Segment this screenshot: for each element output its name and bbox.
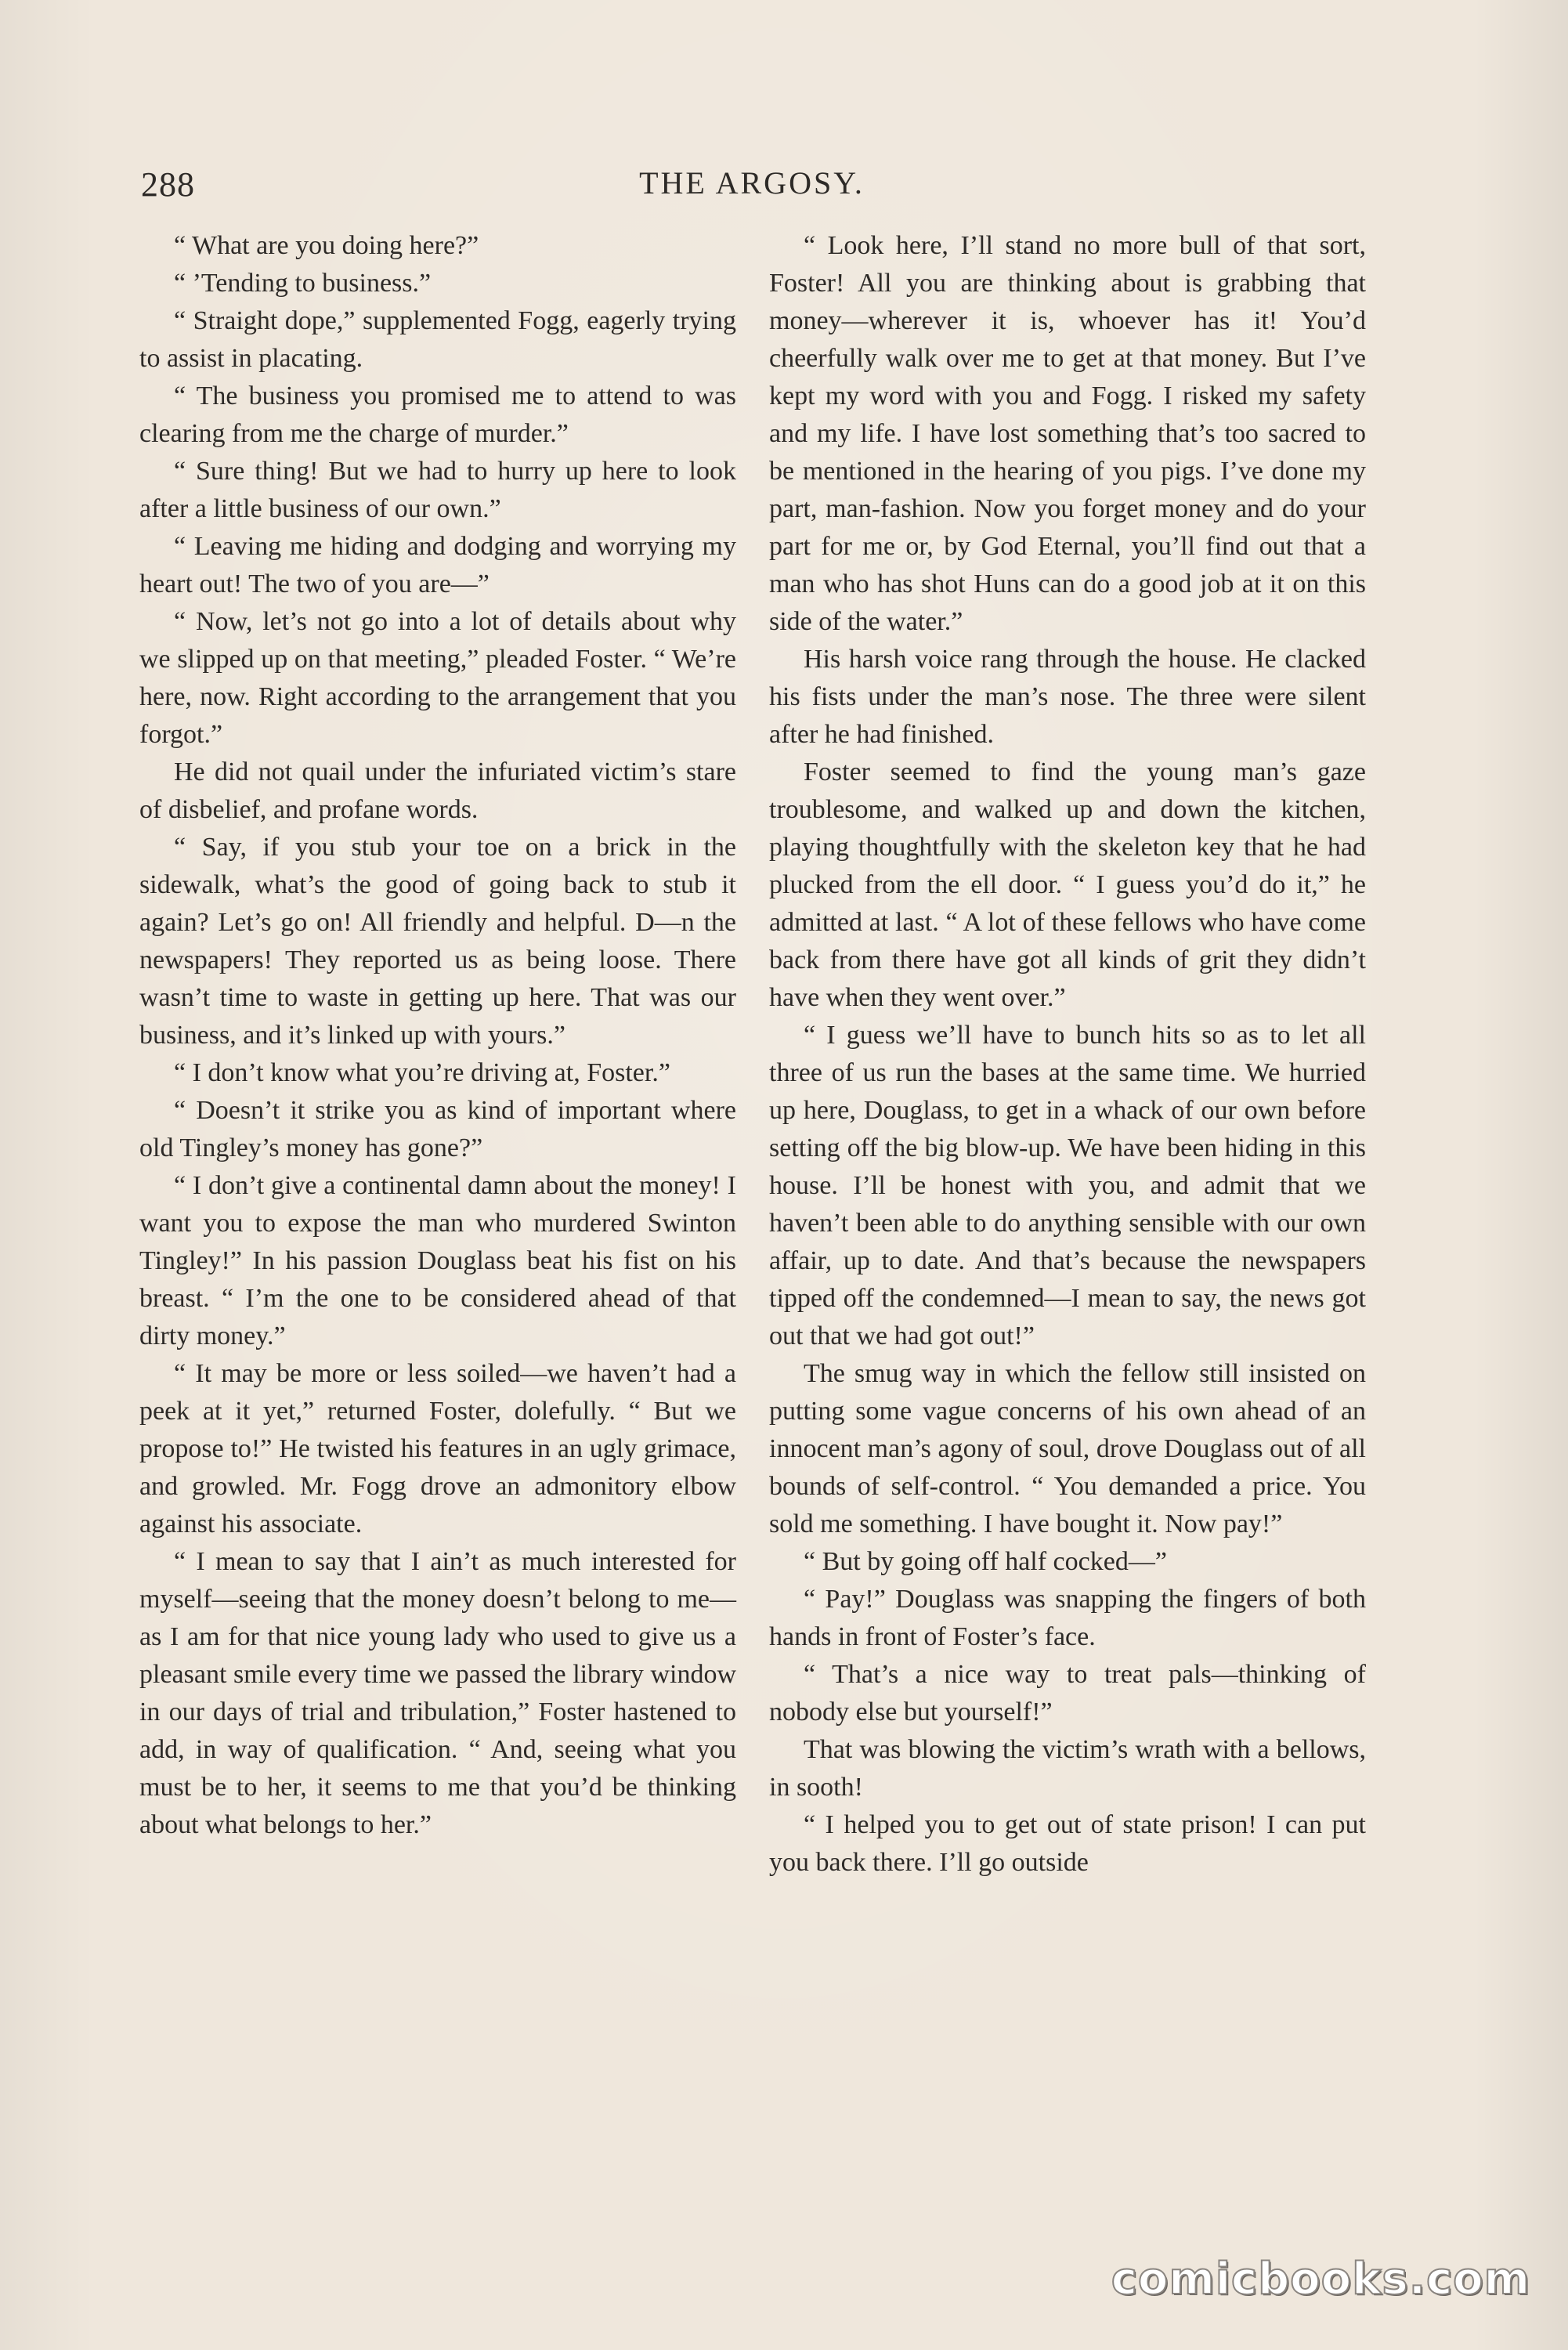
paragraph: “ It may be more or less soiled—we haven’t had a peek at it yet,” returned Foster, dolefully. “ But we propose to!” He twisted his features in an ugly grimace, and growled. Mr. Fogg drove an admonitory elbow against his associate. <box>139 1359 736 1538</box>
paragraph: “ Sure thing! But we had to hurry up here to look after a little business of our own.” <box>139 457 736 523</box>
paragraph: “ But by going off half cocked—” <box>804 1547 1167 1576</box>
paragraph: Foster seemed to find the young man’s gaze troublesome, and walked up and down the kitchen, playing thoughtfully with the skeleton key that he had plucked from the ell door. “ I guess you’d do it,” he admitted at last. “ A lot of these fellows who have come back from there have got all kinds of grit they didn’t have when they went over.” <box>769 757 1366 1012</box>
left-column <box>139 227 736 1844</box>
paragraph: “ I don’t give a continental damn about the money! I want you to expose the man who murdered Swinton Tingley!” In his passion Douglass beat his fist on his breast. “ I’m the one to be considered ahead of that dirty money.” <box>139 1171 736 1350</box>
paragraph: The smug way in which the fellow still insisted on putting some vague concerns of his own ahead of an innocent man’s agony of soul, drove Douglass out of all bounds of self-control. “ You demanded a price. You sold me something. I have bought it. Now pay!” <box>769 1359 1366 1538</box>
paragraph: “ Look here, I’ll stand no more bull of that sort, Foster! All you are thinking about is grabbing that money—wherever it is, whoever has it! You’d cheerfully walk over me to get at that money. But I’ve kept my word with you and Fogg. I risked my safety and my life. I have lost something that’s too sacred to be mentioned in the hearing of you pigs. I’ve done my part, man-fashion. Now you forget money and do your part for me or, by God Eternal, you’ll find out that a man who has shot Huns can do a good job at it on this side of the water.” <box>769 231 1366 636</box>
paragraph: That was blowing the victim’s wrath with a bellows, in sooth! <box>769 1735 1366 1802</box>
running-title: THE ARGOSY. <box>639 165 865 201</box>
paragraph: “ That’s a nice way to treat pals—thinking of nobody else but yourself!” <box>769 1660 1366 1726</box>
site-watermark: comicbooks.com <box>1111 2254 1530 2305</box>
paragraph: “ Doesn’t it strike you as kind of important where old Tingley’s money has gone?” <box>139 1096 736 1162</box>
paragraph: His harsh voice rang through the house. He clacked his fists under the man’s nose. The three were silent after he had finished. <box>769 645 1366 749</box>
paragraph: He did not quail under the infuriated victim’s stare of disbelief, and profane words. <box>139 757 736 824</box>
paragraph: “ ’Tending to business.” <box>174 269 432 298</box>
paragraph: “ Now, let’s not go into a lot of details about why we slipped up on that meeting,” pleaded Foster. “ We’re here, now. Right according to the arrangement that you forgot.” <box>139 607 736 749</box>
paragraph: “ What are you doing here?” <box>174 231 479 260</box>
paragraph: “ Say, if you stub your toe on a brick in the sidewalk, what’s the good of going back to stub it again? Let’s go on! All friendly and helpful. D—n the newspapers! They reported us as being loose. There wasn’t time to waste in getting up here. That was our business, and it’s linked up with yours.” <box>139 833 736 1050</box>
paragraph: “ I don’t know what you’re driving at, Foster.” <box>174 1058 670 1087</box>
paragraph: “ I helped you to get out of state prison! I can put you back there. I’ll go outside <box>769 1810 1366 1877</box>
page-number: 288 <box>141 165 195 204</box>
paragraph: “ I guess we’ll have to bunch hits so as to let all three of us run the bases at the same time. We hurried up here, Douglass, to get in a whack of our own before setting off the big blow-up. We have been hiding in this house. I’ll be honest with you, and admit that we haven’t been able to do anything sensible with our own affair, up to date. And that’s because the newspapers tipped off the condemned—I mean to say, the news got out that we had got out!” <box>769 1021 1366 1350</box>
paragraph: “ Leaving me hiding and dodging and worrying my heart out! The two of you are—” <box>139 532 736 598</box>
paragraph: “ Straight dope,” supplemented Fogg, eagerly trying to assist in placating. <box>139 306 736 373</box>
paragraph: “ Pay!” Douglass was snapping the fingers of both hands in front of Foster’s face. <box>769 1585 1366 1651</box>
right-column <box>769 227 1366 1882</box>
page-header <box>141 164 1363 212</box>
paragraph: “ The business you promised me to attend to was clearing from me the charge of murder.” <box>139 381 736 448</box>
paragraph: “ I mean to say that I ain’t as much interested for myself—seeing that the money doesn’t belong to me—as I am for that nice young lady who used to give us a pleasant smile every time we passed the library window in our days of trial and tribulation,” Foster hastened to add, in way of qualification. “ And, seeing what you must be to her, it seems to me that you’d be thinking about what belongs to her.” <box>139 1547 736 1839</box>
